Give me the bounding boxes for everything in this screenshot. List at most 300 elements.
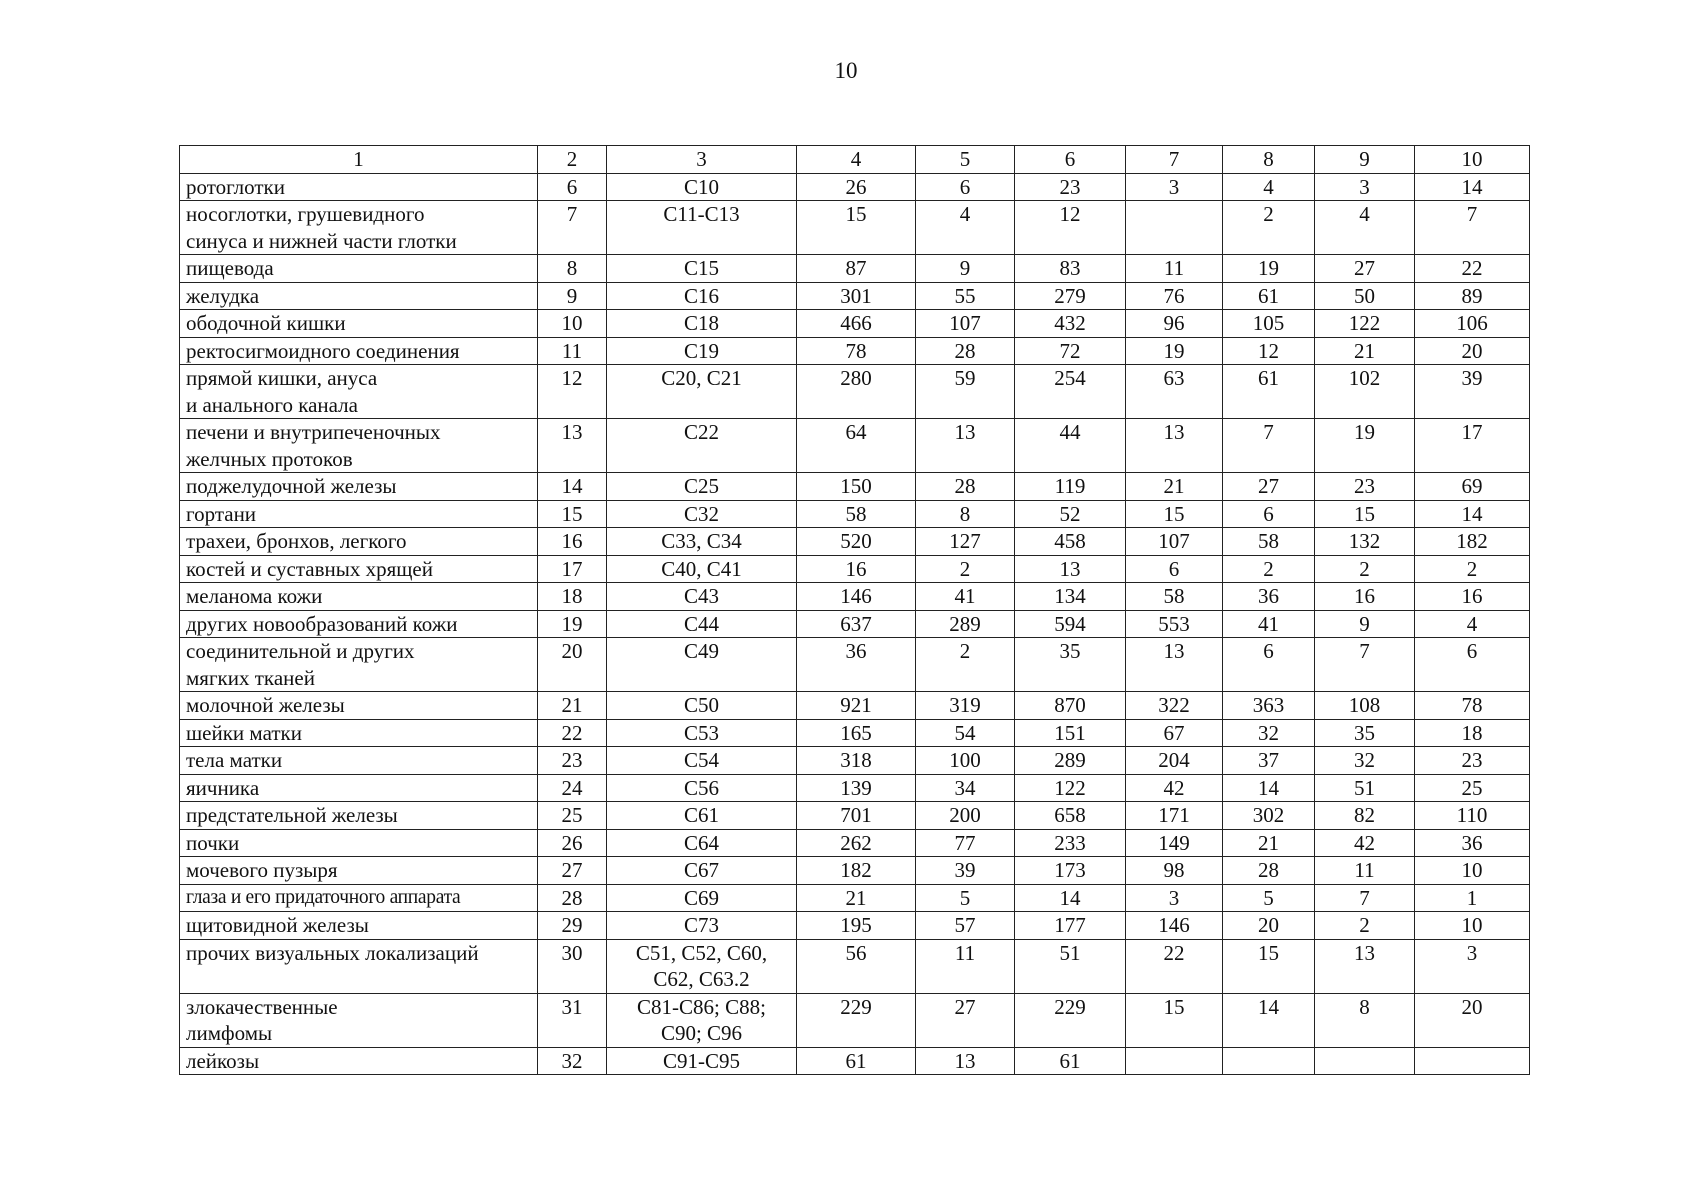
value-cell: 78 <box>1415 692 1530 720</box>
value-cell: 520 <box>797 528 916 556</box>
value-cell: 229 <box>797 993 916 1047</box>
value-cell: 8 <box>916 500 1015 528</box>
value-cell: 289 <box>916 610 1015 638</box>
row-number-cell: 21 <box>538 692 607 720</box>
value-cell: 363 <box>1223 692 1315 720</box>
code-line: C81-C86; C88; <box>637 994 766 1019</box>
row-label-cell <box>180 473 538 501</box>
row-number-cell: 14 <box>538 473 607 501</box>
value-cell: 18 <box>1415 719 1530 747</box>
value-cell: 69 <box>1415 473 1530 501</box>
table-row <box>180 719 1530 747</box>
value-cell: 9 <box>1315 610 1415 638</box>
value-cell: 96 <box>1126 310 1223 338</box>
row-number-cell: 12 <box>538 365 607 419</box>
row-label-cell <box>180 528 538 556</box>
value-cell: 14 <box>1415 500 1530 528</box>
value-cell: 35 <box>1015 638 1126 692</box>
value-cell <box>1315 1047 1415 1075</box>
value-cell: 9 <box>916 255 1015 283</box>
value-cell: 15 <box>1126 993 1223 1047</box>
row-label-cell <box>180 747 538 775</box>
value-cell: 25 <box>1415 774 1530 802</box>
value-cell: 61 <box>1223 365 1315 419</box>
value-cell: 78 <box>797 337 916 365</box>
table-row <box>180 747 1530 775</box>
row-label-line: мягких тканей <box>186 665 315 690</box>
value-cell: 59 <box>916 365 1015 419</box>
value-cell: 20 <box>1223 912 1315 940</box>
row-label-cell <box>180 500 538 528</box>
value-cell: 262 <box>797 829 916 857</box>
table-row <box>180 774 1530 802</box>
row-label-line: соединительной и других <box>186 639 415 663</box>
row-label-line: щитовидной железы <box>186 913 369 937</box>
value-cell: 77 <box>916 829 1015 857</box>
row-number-cell: 24 <box>538 774 607 802</box>
row-label-line: ректосигмоидного соединения <box>186 338 460 363</box>
value-cell: 61 <box>1015 1047 1126 1075</box>
row-number-cell: 29 <box>538 912 607 940</box>
value-cell: 6 <box>1415 638 1530 692</box>
row-number-cell: 32 <box>538 1047 607 1075</box>
code-cell: C54 <box>607 747 797 775</box>
value-cell <box>1223 1047 1315 1075</box>
value-cell: 110 <box>1415 802 1530 830</box>
value-cell <box>1126 201 1223 255</box>
value-cell: 553 <box>1126 610 1223 638</box>
value-cell: 67 <box>1126 719 1223 747</box>
row-label-cell <box>180 774 538 802</box>
value-cell: 701 <box>797 802 916 830</box>
page-number: 10 <box>834 58 858 83</box>
value-cell: 52 <box>1015 500 1126 528</box>
row-label-line: меланома кожи <box>186 584 323 608</box>
row-label-line: трахеи, бронхов, легкого <box>186 529 407 553</box>
value-cell: 41 <box>916 583 1015 611</box>
value-cell: 594 <box>1015 610 1126 638</box>
value-cell: 14 <box>1015 884 1126 912</box>
value-cell: 82 <box>1315 802 1415 830</box>
value-cell: 3 <box>1415 939 1530 993</box>
value-cell: 23 <box>1315 473 1415 501</box>
column-header: 9 <box>1315 146 1415 174</box>
row-label-line: глаза и его придаточного аппарата <box>186 886 461 908</box>
column-header: 10 <box>1415 146 1530 174</box>
code-cell: C25 <box>607 473 797 501</box>
value-cell: 58 <box>1126 583 1223 611</box>
value-cell: 200 <box>916 802 1015 830</box>
row-label-line: и анального канала <box>186 392 358 417</box>
code-cell <box>607 939 797 993</box>
value-cell: 171 <box>1126 802 1223 830</box>
value-cell: 15 <box>1315 500 1415 528</box>
value-cell: 2 <box>1315 555 1415 583</box>
value-cell: 122 <box>1015 774 1126 802</box>
value-cell: 17 <box>1415 419 1530 473</box>
value-cell: 6 <box>1126 555 1223 583</box>
value-cell: 32 <box>1315 747 1415 775</box>
row-label-cell <box>180 419 538 473</box>
value-cell <box>1126 1047 1223 1075</box>
code-cell: C22 <box>607 419 797 473</box>
row-number-cell: 10 <box>538 310 607 338</box>
value-cell: 100 <box>916 747 1015 775</box>
value-cell: 921 <box>797 692 916 720</box>
value-cell: 42 <box>1315 829 1415 857</box>
row-number-cell: 6 <box>538 173 607 201</box>
value-cell: 64 <box>797 419 916 473</box>
code-line: C90; C96 <box>660 1021 743 1045</box>
value-cell: 98 <box>1126 857 1223 885</box>
code-cell: C56 <box>607 774 797 802</box>
code-cell: C67 <box>607 857 797 885</box>
row-label-cell <box>180 912 538 940</box>
value-cell: 27 <box>1315 255 1415 283</box>
code-cell: C33, C34 <box>607 528 797 556</box>
table-row <box>180 1047 1530 1075</box>
value-cell: 61 <box>1223 282 1315 310</box>
row-number-cell: 11 <box>538 337 607 365</box>
column-header: 2 <box>538 146 607 174</box>
value-cell: 23 <box>1415 747 1530 775</box>
value-cell: 50 <box>1315 282 1415 310</box>
table-row <box>180 993 1530 1047</box>
code-cell: C16 <box>607 282 797 310</box>
column-header: 5 <box>916 146 1015 174</box>
value-cell: 87 <box>797 255 916 283</box>
row-number-cell: 28 <box>538 884 607 912</box>
value-cell: 173 <box>1015 857 1126 885</box>
value-cell: 204 <box>1126 747 1223 775</box>
row-label-line: желчных протоков <box>186 446 353 471</box>
value-cell: 27 <box>1223 473 1315 501</box>
statistics-table-container <box>179 145 1529 1075</box>
value-cell: 34 <box>916 774 1015 802</box>
row-label-line: гортани <box>186 501 257 526</box>
value-cell: 302 <box>1223 802 1315 830</box>
row-label-cell <box>180 173 538 201</box>
row-label-cell <box>180 365 538 419</box>
table-row <box>180 201 1530 255</box>
value-cell: 55 <box>916 282 1015 310</box>
row-label-line: синуса и нижней части глотки <box>186 228 457 253</box>
table-row <box>180 912 1530 940</box>
column-header: 1 <box>180 146 538 174</box>
code-cell: C44 <box>607 610 797 638</box>
value-cell: 22 <box>1126 939 1223 993</box>
table-row <box>180 939 1530 993</box>
value-cell: 35 <box>1315 719 1415 747</box>
value-cell: 32 <box>1223 719 1315 747</box>
value-cell: 432 <box>1015 310 1126 338</box>
row-label-line: носоглотки, грушевидного <box>186 202 425 226</box>
table-row <box>180 884 1530 912</box>
value-cell: 318 <box>797 747 916 775</box>
value-cell: 4 <box>1315 201 1415 255</box>
value-cell: 105 <box>1223 310 1315 338</box>
row-label-line: желудка <box>186 283 260 308</box>
value-cell: 56 <box>797 939 916 993</box>
value-cell: 11 <box>1126 255 1223 283</box>
value-cell: 16 <box>1415 583 1530 611</box>
row-label-cell <box>180 802 538 830</box>
row-label-cell <box>180 282 538 310</box>
value-cell: 280 <box>797 365 916 419</box>
row-label-line: поджелудочной железы <box>186 474 397 498</box>
row-label-cell <box>180 719 538 747</box>
table-row <box>180 282 1530 310</box>
code-cell: C20, C21 <box>607 365 797 419</box>
value-cell: 27 <box>916 993 1015 1047</box>
value-cell: 19 <box>1126 337 1223 365</box>
value-cell: 4 <box>916 201 1015 255</box>
table-row <box>180 365 1530 419</box>
row-label-line: мочевого пузыря <box>186 858 338 882</box>
code-cell: C40, C41 <box>607 555 797 583</box>
table-row <box>180 173 1530 201</box>
table-row <box>180 802 1530 830</box>
row-label-cell <box>180 638 538 692</box>
value-cell: 3 <box>1315 173 1415 201</box>
value-cell: 15 <box>1126 500 1223 528</box>
code-cell: C49 <box>607 638 797 692</box>
value-cell: 322 <box>1126 692 1223 720</box>
row-number-cell: 23 <box>538 747 607 775</box>
row-number-cell: 15 <box>538 500 607 528</box>
value-cell: 39 <box>916 857 1015 885</box>
row-label-cell <box>180 555 538 583</box>
value-cell: 146 <box>1126 912 1223 940</box>
value-cell: 658 <box>1015 802 1126 830</box>
value-cell: 83 <box>1015 255 1126 283</box>
row-number-cell: 20 <box>538 638 607 692</box>
row-label-line: предстательной железы <box>186 803 398 827</box>
table-row <box>180 528 1530 556</box>
value-cell: 58 <box>1223 528 1315 556</box>
value-cell: 41 <box>1223 610 1315 638</box>
value-cell: 150 <box>797 473 916 501</box>
row-label-line: костей и суставных хрящей <box>186 556 433 581</box>
value-cell: 279 <box>1015 282 1126 310</box>
row-number-cell: 27 <box>538 857 607 885</box>
column-header: 6 <box>1015 146 1126 174</box>
value-cell: 127 <box>916 528 1015 556</box>
value-cell: 26 <box>797 173 916 201</box>
value-cell: 149 <box>1126 829 1223 857</box>
value-cell: 13 <box>916 1047 1015 1075</box>
row-label-line: злокачественные <box>186 994 338 1019</box>
value-cell: 13 <box>1015 555 1126 583</box>
row-number-cell: 8 <box>538 255 607 283</box>
table-row <box>180 473 1530 501</box>
table-row <box>180 829 1530 857</box>
row-label-cell <box>180 255 538 283</box>
table-header-row <box>180 146 1530 174</box>
value-cell: 7 <box>1223 419 1315 473</box>
value-cell: 42 <box>1126 774 1223 802</box>
value-cell: 76 <box>1126 282 1223 310</box>
value-cell: 13 <box>1126 419 1223 473</box>
code-cell <box>607 993 797 1047</box>
row-number-cell: 25 <box>538 802 607 830</box>
value-cell: 36 <box>1223 583 1315 611</box>
value-cell: 195 <box>797 912 916 940</box>
statistics-table <box>179 145 1530 1075</box>
table-row <box>180 337 1530 365</box>
row-label-cell <box>180 310 538 338</box>
row-label-line: печени и внутрипеченочных <box>186 420 441 444</box>
value-cell: 5 <box>916 884 1015 912</box>
value-cell: 5 <box>1223 884 1315 912</box>
code-cell: C19 <box>607 337 797 365</box>
value-cell: 54 <box>916 719 1015 747</box>
value-cell: 51 <box>1015 939 1126 993</box>
value-cell: 28 <box>1223 857 1315 885</box>
value-cell: 106 <box>1415 310 1530 338</box>
table-row <box>180 500 1530 528</box>
value-cell: 151 <box>1015 719 1126 747</box>
value-cell: 165 <box>797 719 916 747</box>
value-cell: 14 <box>1223 774 1315 802</box>
row-label-cell <box>180 610 538 638</box>
code-cell: C53 <box>607 719 797 747</box>
column-header: 7 <box>1126 146 1223 174</box>
row-number-cell: 30 <box>538 939 607 993</box>
code-cell: C50 <box>607 692 797 720</box>
value-cell: 36 <box>1415 829 1530 857</box>
row-label-line: лейкозы <box>186 1048 260 1073</box>
row-label-cell <box>180 829 538 857</box>
value-cell: 146 <box>797 583 916 611</box>
code-cell: C32 <box>607 500 797 528</box>
value-cell: 11 <box>916 939 1015 993</box>
code-cell: C73 <box>607 912 797 940</box>
value-cell: 12 <box>1223 337 1315 365</box>
value-cell: 2 <box>1223 201 1315 255</box>
column-header: 8 <box>1223 146 1315 174</box>
row-label-line: прочих визуальных локализаций <box>186 940 479 965</box>
value-cell: 57 <box>916 912 1015 940</box>
value-cell: 301 <box>797 282 916 310</box>
value-cell: 89 <box>1415 282 1530 310</box>
value-cell: 21 <box>797 884 916 912</box>
value-cell: 16 <box>1315 583 1415 611</box>
code-cell: C11-C13 <box>607 201 797 255</box>
value-cell: 63 <box>1126 365 1223 419</box>
table-row <box>180 419 1530 473</box>
column-header: 4 <box>797 146 916 174</box>
value-cell: 458 <box>1015 528 1126 556</box>
value-cell: 20 <box>1415 337 1530 365</box>
code-cell: C64 <box>607 829 797 857</box>
value-cell: 229 <box>1015 993 1126 1047</box>
value-cell: 319 <box>916 692 1015 720</box>
row-number-cell: 22 <box>538 719 607 747</box>
code-cell: C18 <box>607 310 797 338</box>
row-label-cell <box>180 1047 538 1075</box>
row-label-cell <box>180 692 538 720</box>
table-row <box>180 692 1530 720</box>
row-label-cell <box>180 884 538 912</box>
value-cell <box>1415 1047 1530 1075</box>
value-cell: 6 <box>1223 638 1315 692</box>
value-cell: 6 <box>1223 500 1315 528</box>
value-cell: 61 <box>797 1047 916 1075</box>
value-cell: 58 <box>797 500 916 528</box>
value-cell: 37 <box>1223 747 1315 775</box>
value-cell: 22 <box>1415 255 1530 283</box>
value-cell: 8 <box>1315 993 1415 1047</box>
value-cell: 13 <box>1315 939 1415 993</box>
value-cell: 3 <box>1126 173 1223 201</box>
value-cell: 13 <box>916 419 1015 473</box>
table-row <box>180 555 1530 583</box>
value-cell: 3 <box>1126 884 1223 912</box>
value-cell: 10 <box>1415 912 1530 940</box>
value-cell: 254 <box>1015 365 1126 419</box>
value-cell: 233 <box>1015 829 1126 857</box>
row-number-cell: 9 <box>538 282 607 310</box>
value-cell: 7 <box>1315 638 1415 692</box>
row-number-cell: 13 <box>538 419 607 473</box>
value-cell: 11 <box>1315 857 1415 885</box>
row-number-cell: 17 <box>538 555 607 583</box>
value-cell: 2 <box>1415 555 1530 583</box>
value-cell: 23 <box>1015 173 1126 201</box>
row-number-cell: 7 <box>538 201 607 255</box>
row-label-line: лимфомы <box>186 1021 273 1045</box>
value-cell: 122 <box>1315 310 1415 338</box>
table-row <box>180 857 1530 885</box>
value-cell: 289 <box>1015 747 1126 775</box>
value-cell: 21 <box>1315 337 1415 365</box>
value-cell: 132 <box>1315 528 1415 556</box>
value-cell: 107 <box>1126 528 1223 556</box>
value-cell: 13 <box>1126 638 1223 692</box>
table-row <box>180 610 1530 638</box>
value-cell: 177 <box>1015 912 1126 940</box>
value-cell: 6 <box>916 173 1015 201</box>
value-cell: 2 <box>916 555 1015 583</box>
value-cell: 39 <box>1415 365 1530 419</box>
row-label-line: яичника <box>186 775 260 800</box>
code-line: C51, C52, C60, <box>635 940 768 965</box>
value-cell: 28 <box>916 473 1015 501</box>
value-cell: 7 <box>1315 884 1415 912</box>
row-label-line: пищевода <box>186 256 274 280</box>
row-label-cell <box>180 939 538 993</box>
code-cell: C61 <box>607 802 797 830</box>
value-cell: 102 <box>1315 365 1415 419</box>
value-cell: 19 <box>1223 255 1315 283</box>
row-label-line: ротоглотки <box>186 174 285 199</box>
value-cell: 182 <box>1415 528 1530 556</box>
value-cell: 466 <box>797 310 916 338</box>
value-cell: 44 <box>1015 419 1126 473</box>
table-row <box>180 638 1530 692</box>
value-cell: 20 <box>1415 993 1530 1047</box>
row-label-line: ободочной кишки <box>186 311 346 335</box>
row-number-cell: 31 <box>538 993 607 1047</box>
table-body <box>180 146 1530 1075</box>
code-cell: C69 <box>607 884 797 912</box>
value-cell: 12 <box>1015 201 1126 255</box>
value-cell: 14 <box>1223 993 1315 1047</box>
value-cell: 107 <box>916 310 1015 338</box>
row-number-cell: 19 <box>538 610 607 638</box>
value-cell: 870 <box>1015 692 1126 720</box>
